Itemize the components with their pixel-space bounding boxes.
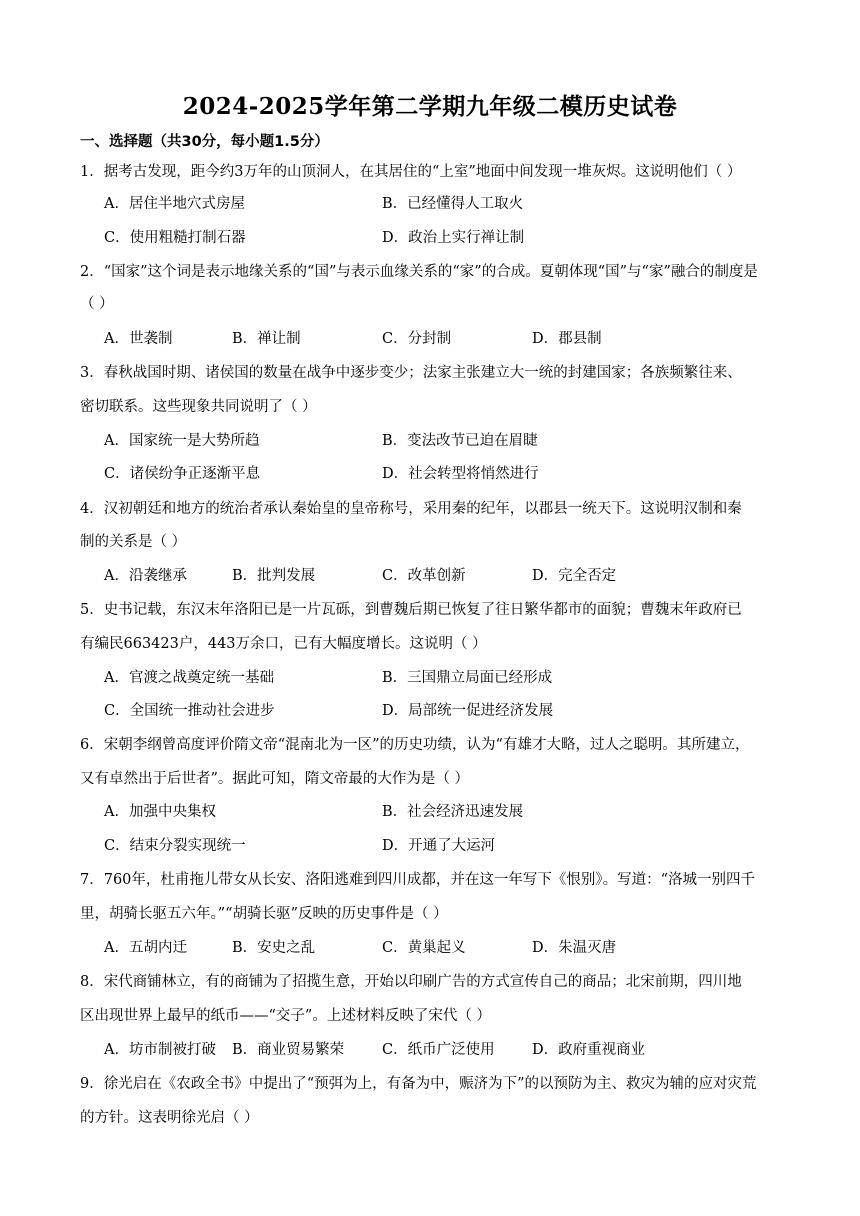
question-4-option-a: A．沿袭继承 bbox=[104, 568, 187, 584]
question-6-stem-cont: 又有卓然出于后世者”。据此可知，隋文帝最的大作为是（ ） bbox=[80, 771, 470, 787]
question-9-stem-cont: 的方针。这表明徐光启（ ） bbox=[80, 1110, 259, 1126]
page-title: 2024-2025学年第二学期九年级二模历史试卷 bbox=[182, 93, 678, 120]
question-3-option-a: A．国家统一是大势所趋 bbox=[104, 433, 260, 449]
question-2-stem-cont: （ ） bbox=[80, 296, 114, 312]
section-heading: 一、选择题（共30分，每小题1.5分） bbox=[80, 134, 329, 150]
question-1-option-a: A．居住半地穴式房屋 bbox=[104, 196, 245, 212]
question-8-stem-cont: 区出现世界上最早的纸币——“交子”。上述材料反映了宋代（ ） bbox=[80, 1008, 491, 1024]
question-6-stem: 6．宋朝李纲曾高度评价隋文帝“混南北为一区”的历史功绩，认为“有雄才大略，过人之聪明。其所建立， bbox=[80, 737, 750, 753]
question-7-option-d: D．朱温灭唐 bbox=[532, 940, 617, 956]
question-7-option-c: C．黄巢起义 bbox=[382, 940, 466, 956]
question-5-option-b: B．三国鼎立局面已经形成 bbox=[382, 670, 553, 686]
question-1-option-b: B．已经懂得人工取火 bbox=[382, 196, 524, 212]
question-3-option-d: D．社会转型将悄然进行 bbox=[382, 466, 539, 482]
question-8-option-b: B．商业贸易繁荣 bbox=[232, 1042, 345, 1058]
question-3-option-c: C．诸侯纷争正逐渐平息 bbox=[104, 466, 261, 482]
question-6-option-b: B．社会经济迅速发展 bbox=[382, 804, 524, 820]
question-7-option-a: A．五胡内迁 bbox=[104, 940, 187, 956]
question-4-stem-cont: 制的关系是（ ） bbox=[80, 534, 187, 550]
question-6-option-c: C．结束分裂实现统一 bbox=[104, 838, 246, 854]
question-4-stem: 4．汉初朝廷和地方的统治者承认秦始皇的皇帝称号，采用秦的纪年，以郡县一统天下。这说明汉制和秦 bbox=[80, 501, 742, 517]
question-7-stem: 7．760年，杜甫拖儿带女从长安、洛阳逃难到四川成都，并在这一年写下《恨别》。写道：“洛城一别四千 bbox=[80, 872, 756, 888]
question-5-option-d: D．局部统一促进经济发展 bbox=[382, 703, 554, 719]
question-8-option-d: D．政府重视商业 bbox=[532, 1042, 646, 1058]
question-5-option-c: C．全国统一推动社会进步 bbox=[104, 703, 275, 719]
question-1-option-c: C．使用粗糙打制石器 bbox=[104, 230, 246, 246]
question-7-stem-cont: 里，胡骑长驱五六年。”“胡骑长驱”反映的历史事件是（ ） bbox=[80, 906, 448, 922]
question-3-option-b: B．变法改节已迫在眉睫 bbox=[382, 433, 538, 449]
question-5-stem: 5．史书记载，东汉末年洛阳已是一片瓦砾，到曹魏后期已恢复了往日繁华都市的面貌；曹魏末年政府已 bbox=[80, 602, 742, 618]
question-1-stem: 1．据考古发现，距今约3万年的山顶洞人，在其居住的“上室”地面中间发现一堆灰烬。这说明他们（ ） bbox=[80, 164, 742, 180]
question-8-stem: 8．宋代商铺林立，有的商铺为了招揽生意，开始以印刷广告的方式宣传自己的商品；北宋前期，四川地 bbox=[80, 974, 742, 990]
question-9-stem: 9．徐光启在《农政全书》中提出了“预弭为上，有备为中，赈济为下”的以预防为主、救灾为辅的应对灾荒 bbox=[80, 1076, 757, 1092]
question-8-option-c: C．纸币广泛使用 bbox=[382, 1042, 495, 1058]
question-3-stem: 3．春秋战国时期、诸侯国的数量在战争中逐步变少；法家主张建立大一统的封建国家；各族频繁往来、 bbox=[80, 365, 742, 381]
question-6-option-d: D．开通了大运河 bbox=[382, 838, 496, 854]
question-5-option-a: A．官渡之战奠定统一基础 bbox=[104, 670, 274, 686]
question-5-stem-cont: 有编民663423户，443万余口，已有大幅度增长。这说明（ ） bbox=[80, 636, 487, 652]
question-4-option-c: C．改革创新 bbox=[382, 568, 466, 584]
question-3-stem-cont: 密切联系。这些现象共同说明了（ ） bbox=[80, 399, 317, 415]
question-2-option-a: A．世袭制 bbox=[104, 331, 173, 347]
question-2-option-b: B．禅让制 bbox=[232, 331, 301, 347]
question-2-option-c: C．分封制 bbox=[382, 331, 452, 347]
question-2-stem: 2．“国家”这个词是表示地缘关系的“国”与表示血缘关系的“家”的合成。夏朝体现“国”与“家”融合的制度是 bbox=[80, 264, 758, 280]
question-4-option-d: D．完全否定 bbox=[532, 568, 617, 584]
question-2-option-d: D．郡县制 bbox=[532, 331, 602, 347]
question-8-option-a: A．坊市制被打破 bbox=[104, 1042, 216, 1058]
question-6-option-a: A．加强中央集权 bbox=[104, 804, 216, 820]
question-7-option-b: B．安史之乱 bbox=[232, 940, 316, 956]
question-1-option-d: D．政治上实行禅让制 bbox=[382, 230, 525, 246]
question-4-option-b: B．批判发展 bbox=[232, 568, 316, 584]
